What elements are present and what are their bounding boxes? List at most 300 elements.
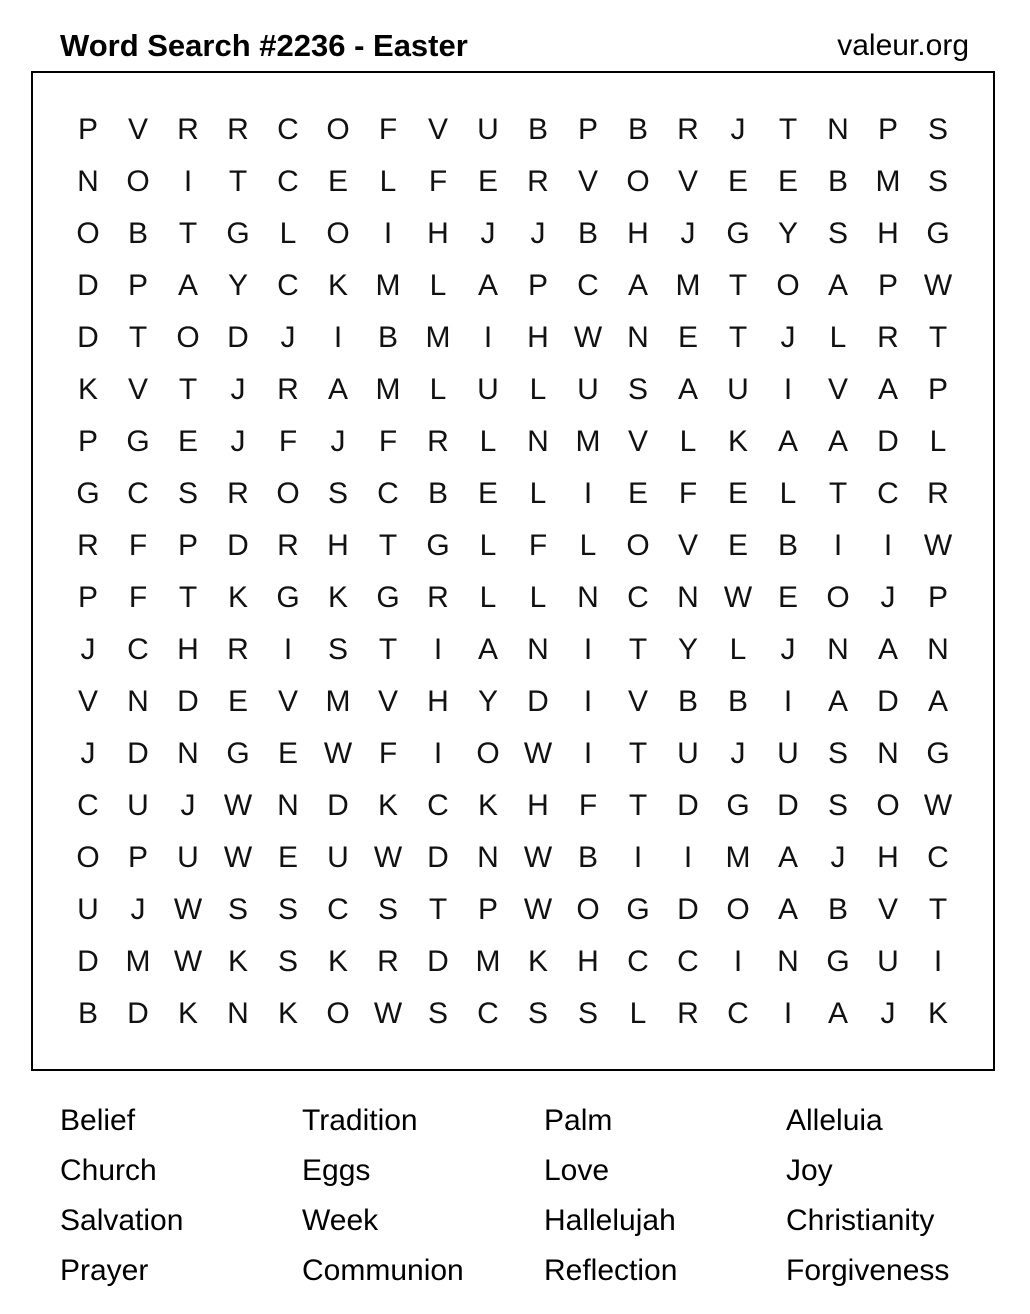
grid-cell[interactable]: U [477,373,499,406]
grid-cell[interactable]: V [627,685,648,718]
grid-cell[interactable]: D [877,425,899,458]
grid-cell[interactable]: U [127,789,149,822]
grid-cell[interactable]: I [583,633,593,666]
grid-cell[interactable]: D [227,321,249,354]
grid-cell[interactable]: A [827,685,848,718]
grid-cell[interactable]: T [628,737,648,770]
grid-cell[interactable]: Y [777,217,798,250]
grid-cell[interactable]: P [927,373,948,406]
grid-cell[interactable]: H [527,789,549,822]
grid-cell[interactable]: C [627,945,649,978]
grid-cell[interactable]: S [927,165,948,198]
grid-cell[interactable]: T [778,113,798,146]
grid-cell[interactable]: T [928,321,948,354]
grid-cell[interactable]: U [177,841,199,874]
grid-cell[interactable]: R [227,113,249,146]
grid-cell[interactable]: R [77,529,99,562]
grid-cell[interactable]: G [726,789,750,822]
grid-cell[interactable]: F [128,529,148,562]
grid-cell[interactable]: P [877,113,898,146]
grid-cell[interactable]: O [326,113,350,146]
grid-cell[interactable]: M [675,269,701,302]
grid-cell[interactable]: E [727,477,748,510]
grid-cell[interactable]: O [76,841,100,874]
grid-cell[interactable]: J [130,893,146,926]
grid-cell[interactable]: D [677,893,699,926]
grid-cell[interactable]: L [679,425,697,458]
grid-cell[interactable]: N [577,581,599,614]
grid-cell[interactable]: C [127,633,149,666]
grid-cell[interactable]: W [523,737,553,770]
grid-cell[interactable]: D [427,841,449,874]
grid-cell[interactable]: C [277,269,299,302]
grid-cell[interactable]: F [378,737,398,770]
grid-cell[interactable]: G [76,477,100,510]
grid-cell[interactable]: P [77,425,98,458]
grid-cell[interactable]: D [677,789,699,822]
grid-cell[interactable]: N [227,997,249,1030]
grid-cell[interactable]: T [728,321,748,354]
grid-cell[interactable]: N [527,633,549,666]
grid-cell[interactable]: F [378,113,398,146]
grid-cell[interactable]: V [877,893,898,926]
grid-cell[interactable]: D [327,789,349,822]
grid-cell[interactable]: V [677,165,698,198]
grid-cell[interactable]: O [276,477,300,510]
grid-cell[interactable]: M [375,269,401,302]
grid-cell[interactable]: E [177,425,198,458]
grid-cell[interactable]: O [326,997,350,1030]
grid-cell[interactable]: W [723,581,753,614]
grid-cell[interactable]: M [425,321,451,354]
grid-cell[interactable]: T [178,581,198,614]
grid-cell[interactable]: S [627,373,648,406]
grid-cell[interactable]: J [730,113,746,146]
grid-cell[interactable]: F [128,581,148,614]
grid-cell[interactable]: A [177,269,198,302]
grid-cell[interactable]: P [877,269,898,302]
grid-cell[interactable]: J [280,321,296,354]
grid-cell[interactable]: A [677,373,698,406]
grid-cell[interactable]: R [277,529,299,562]
grid-cell[interactable]: N [677,581,699,614]
grid-cell[interactable]: B [377,321,398,354]
grid-cell[interactable]: G [226,737,250,770]
grid-cell[interactable]: I [733,945,743,978]
grid-cell[interactable]: I [583,477,593,510]
grid-cell[interactable]: H [427,217,449,250]
grid-cell[interactable]: L [529,581,547,614]
grid-cell[interactable]: J [830,841,846,874]
grid-cell[interactable]: G [726,217,750,250]
grid-cell[interactable]: E [777,581,798,614]
grid-cell[interactable]: J [330,425,346,458]
grid-cell[interactable]: T [178,217,198,250]
grid-cell[interactable]: C [627,581,649,614]
grid-cell[interactable]: W [173,893,203,926]
grid-cell[interactable]: H [427,685,449,718]
grid-cell[interactable]: D [877,685,899,718]
grid-cell[interactable]: P [127,269,148,302]
grid-cell[interactable]: B [677,685,698,718]
grid-cell[interactable]: E [727,529,748,562]
grid-cell[interactable]: P [127,841,148,874]
grid-cell[interactable]: J [680,217,696,250]
grid-cell[interactable]: S [427,997,448,1030]
grid-cell[interactable]: E [477,477,498,510]
grid-cell[interactable]: I [833,529,843,562]
grid-cell[interactable]: N [877,737,899,770]
grid-cell[interactable]: B [427,477,448,510]
grid-cell[interactable]: H [877,841,899,874]
grid-cell[interactable]: K [277,997,298,1030]
grid-cell[interactable]: P [77,113,98,146]
grid-cell[interactable]: J [230,373,246,406]
grid-cell[interactable]: S [277,945,298,978]
grid-cell[interactable]: C [377,477,399,510]
grid-cell[interactable]: B [627,113,648,146]
grid-cell[interactable]: D [77,945,99,978]
grid-cell[interactable]: R [527,165,549,198]
grid-cell[interactable]: W [223,841,253,874]
grid-cell[interactable]: C [577,269,599,302]
grid-cell[interactable]: B [727,685,748,718]
grid-cell[interactable]: M [325,685,351,718]
grid-cell[interactable]: G [626,893,650,926]
grid-cell[interactable]: H [527,321,549,354]
grid-cell[interactable]: D [77,269,99,302]
grid-cell[interactable]: H [577,945,599,978]
grid-cell[interactable]: A [477,269,498,302]
grid-cell[interactable]: J [880,997,896,1030]
grid-cell[interactable]: K [227,945,248,978]
grid-cell[interactable]: A [827,425,848,458]
grid-cell[interactable]: Y [477,685,498,718]
grid-cell[interactable]: L [629,997,647,1030]
grid-cell[interactable]: V [677,529,698,562]
grid-cell[interactable]: S [177,477,198,510]
grid-cell[interactable]: C [127,477,149,510]
grid-cell[interactable]: I [183,165,193,198]
grid-cell[interactable]: R [927,477,949,510]
grid-cell[interactable]: U [577,373,599,406]
grid-cell[interactable]: E [227,685,248,718]
grid-cell[interactable]: R [677,113,699,146]
grid-cell[interactable]: C [277,113,299,146]
grid-cell[interactable]: S [377,893,398,926]
grid-cell[interactable]: A [327,373,348,406]
grid-cell[interactable]: O [576,893,600,926]
grid-cell[interactable]: H [327,529,349,562]
grid-cell[interactable]: T [178,373,198,406]
grid-cell[interactable]: I [433,633,443,666]
grid-cell[interactable]: L [829,321,847,354]
grid-cell[interactable]: W [573,321,603,354]
grid-cell[interactable]: P [927,581,948,614]
grid-cell[interactable]: C [927,841,949,874]
grid-cell[interactable]: A [877,633,898,666]
grid-cell[interactable]: R [277,373,299,406]
grid-cell[interactable]: B [777,529,798,562]
grid-cell[interactable]: M [375,373,401,406]
grid-cell[interactable]: K [327,269,348,302]
grid-cell[interactable]: S [827,789,848,822]
grid-cell[interactable]: T [378,633,398,666]
grid-cell[interactable]: V [577,165,598,198]
grid-cell[interactable]: R [427,581,449,614]
grid-cell[interactable]: T [428,893,448,926]
grid-cell[interactable]: S [827,217,848,250]
grid-cell[interactable]: F [428,165,448,198]
grid-cell[interactable]: D [127,997,149,1030]
grid-cell[interactable]: N [827,633,849,666]
grid-cell[interactable]: G [376,581,400,614]
grid-cell[interactable]: K [377,789,398,822]
grid-cell[interactable]: I [933,945,943,978]
grid-cell[interactable]: L [479,529,497,562]
grid-cell[interactable]: O [626,165,650,198]
grid-cell[interactable]: D [127,737,149,770]
grid-cell[interactable]: O [326,217,350,250]
grid-cell[interactable]: E [477,165,498,198]
grid-cell[interactable]: D [227,529,249,562]
grid-cell[interactable]: O [776,269,800,302]
grid-cell[interactable]: F [278,425,298,458]
grid-cell[interactable]: V [127,113,148,146]
grid-cell[interactable]: H [177,633,199,666]
grid-cell[interactable]: I [583,685,593,718]
grid-cell[interactable]: T [378,529,398,562]
grid-cell[interactable]: A [827,997,848,1030]
grid-cell[interactable]: E [727,165,748,198]
grid-cell[interactable]: S [827,737,848,770]
grid-cell[interactable]: N [127,685,149,718]
grid-cell[interactable]: J [180,789,196,822]
grid-cell[interactable]: D [77,321,99,354]
grid-cell[interactable]: E [627,477,648,510]
grid-cell[interactable]: S [527,997,548,1030]
grid-cell[interactable]: O [76,217,100,250]
grid-cell[interactable]: O [626,529,650,562]
grid-cell[interactable]: M [125,945,151,978]
grid-cell[interactable]: J [80,737,96,770]
grid-cell[interactable]: T [828,477,848,510]
grid-cell[interactable]: Y [227,269,248,302]
grid-cell[interactable]: F [378,425,398,458]
grid-cell[interactable]: T [628,789,648,822]
grid-cell[interactable]: S [227,893,248,926]
grid-cell[interactable]: V [277,685,298,718]
grid-cell[interactable]: S [577,997,598,1030]
grid-cell[interactable]: K [527,945,548,978]
grid-cell[interactable]: I [283,633,293,666]
grid-cell[interactable]: L [279,217,297,250]
grid-cell[interactable]: T [928,893,948,926]
grid-cell[interactable]: I [583,737,593,770]
grid-cell[interactable]: V [77,685,98,718]
grid-cell[interactable]: R [677,997,699,1030]
grid-cell[interactable]: U [477,113,499,146]
grid-cell[interactable]: D [777,789,799,822]
grid-cell[interactable]: G [126,425,150,458]
grid-cell[interactable]: K [327,945,348,978]
grid-cell[interactable]: D [427,945,449,978]
grid-cell[interactable]: H [877,217,899,250]
grid-cell[interactable]: T [728,269,748,302]
grid-cell[interactable]: M [725,841,751,874]
grid-cell[interactable]: S [277,893,298,926]
grid-cell[interactable]: W [173,945,203,978]
grid-cell[interactable]: F [678,477,698,510]
grid-cell[interactable]: O [876,789,900,822]
grid-cell[interactable]: U [727,373,749,406]
grid-cell[interactable]: B [77,997,98,1030]
grid-cell[interactable]: W [923,529,953,562]
grid-cell[interactable]: I [433,737,443,770]
grid-cell[interactable]: D [527,685,549,718]
grid-cell[interactable]: G [926,217,950,250]
grid-cell[interactable]: J [780,321,796,354]
grid-cell[interactable]: T [228,165,248,198]
grid-cell[interactable]: O [826,581,850,614]
grid-cell[interactable]: U [77,893,99,926]
grid-cell[interactable]: V [627,425,648,458]
grid-cell[interactable]: C [677,945,699,978]
grid-cell[interactable]: R [427,425,449,458]
grid-cell[interactable]: Y [677,633,698,666]
grid-cell[interactable]: S [327,477,348,510]
grid-cell[interactable]: N [77,165,99,198]
grid-cell[interactable]: B [527,113,548,146]
grid-cell[interactable]: K [477,789,498,822]
grid-cell[interactable]: W [923,789,953,822]
grid-cell[interactable]: A [777,841,798,874]
grid-cell[interactable]: A [877,373,898,406]
grid-cell[interactable]: N [477,841,499,874]
grid-cell[interactable]: V [427,113,448,146]
grid-cell[interactable]: K [327,581,348,614]
grid-cell[interactable]: G [826,945,850,978]
grid-cell[interactable]: W [923,269,953,302]
grid-cell[interactable]: I [783,685,793,718]
grid-cell[interactable]: B [827,165,848,198]
grid-cell[interactable]: A [777,425,798,458]
grid-cell[interactable]: O [476,737,500,770]
grid-cell[interactable]: I [883,529,893,562]
grid-cell[interactable]: C [477,997,499,1030]
grid-cell[interactable]: C [77,789,99,822]
grid-cell[interactable]: R [377,945,399,978]
grid-cell[interactable]: G [926,737,950,770]
grid-cell[interactable]: W [373,997,403,1030]
grid-cell[interactable]: N [777,945,799,978]
grid-cell[interactable]: O [176,321,200,354]
grid-cell[interactable]: M [875,165,901,198]
grid-cell[interactable]: K [727,425,748,458]
grid-cell[interactable]: J [530,217,546,250]
grid-cell[interactable]: K [227,581,248,614]
grid-cell[interactable]: T [628,633,648,666]
grid-cell[interactable]: J [780,633,796,666]
grid-cell[interactable]: I [633,841,643,874]
grid-cell[interactable]: D [177,685,199,718]
grid-cell[interactable]: P [77,581,98,614]
grid-cell[interactable]: J [480,217,496,250]
grid-cell[interactable]: K [77,373,98,406]
grid-cell[interactable]: E [777,165,798,198]
grid-cell[interactable]: U [777,737,799,770]
grid-cell[interactable]: N [627,321,649,354]
grid-cell[interactable]: P [177,529,198,562]
grid-cell[interactable]: U [327,841,349,874]
grid-cell[interactable]: J [80,633,96,666]
grid-cell[interactable]: L [479,581,497,614]
grid-cell[interactable]: J [880,581,896,614]
grid-cell[interactable]: V [127,373,148,406]
grid-cell[interactable]: F [578,789,598,822]
grid-cell[interactable]: P [577,113,598,146]
grid-cell[interactable]: P [527,269,548,302]
grid-cell[interactable]: R [227,633,249,666]
grid-cell[interactable]: C [877,477,899,510]
grid-cell[interactable]: A [477,633,498,666]
grid-cell[interactable]: G [276,581,300,614]
grid-cell[interactable]: R [177,113,199,146]
grid-cell[interactable]: L [529,373,547,406]
grid-cell[interactable]: L [529,477,547,510]
grid-cell[interactable]: C [727,997,749,1030]
grid-cell[interactable]: I [383,217,393,250]
grid-cell[interactable]: L [579,529,597,562]
grid-cell[interactable]: N [277,789,299,822]
grid-cell[interactable]: J [230,425,246,458]
grid-cell[interactable]: I [783,997,793,1030]
grid-cell[interactable]: N [827,113,849,146]
grid-cell[interactable]: W [373,841,403,874]
grid-cell[interactable]: L [929,425,947,458]
grid-cell[interactable]: W [223,789,253,822]
grid-cell[interactable]: U [677,737,699,770]
grid-cell[interactable]: L [429,373,447,406]
grid-cell[interactable]: L [479,425,497,458]
grid-cell[interactable]: S [927,113,948,146]
grid-cell[interactable]: B [127,217,148,250]
grid-cell[interactable]: O [126,165,150,198]
grid-cell[interactable]: U [877,945,899,978]
grid-cell[interactable]: J [730,737,746,770]
grid-cell[interactable]: V [827,373,848,406]
grid-cell[interactable]: N [527,425,549,458]
grid-cell[interactable]: I [483,321,493,354]
grid-cell[interactable]: T [128,321,148,354]
grid-cell[interactable]: A [777,893,798,926]
grid-cell[interactable]: M [575,425,601,458]
grid-cell[interactable]: A [627,269,648,302]
grid-cell[interactable]: L [429,269,447,302]
grid-cell[interactable]: W [523,841,553,874]
grid-cell[interactable]: O [726,893,750,926]
grid-cell[interactable]: A [927,685,948,718]
grid-cell[interactable]: I [783,373,793,406]
grid-cell[interactable]: W [523,893,553,926]
grid-cell[interactable]: N [927,633,949,666]
grid-cell[interactable]: E [277,737,298,770]
grid-cell[interactable]: K [927,997,948,1030]
grid-cell[interactable]: L [779,477,797,510]
grid-cell[interactable]: I [333,321,343,354]
grid-cell[interactable]: G [426,529,450,562]
grid-cell[interactable]: C [327,893,349,926]
